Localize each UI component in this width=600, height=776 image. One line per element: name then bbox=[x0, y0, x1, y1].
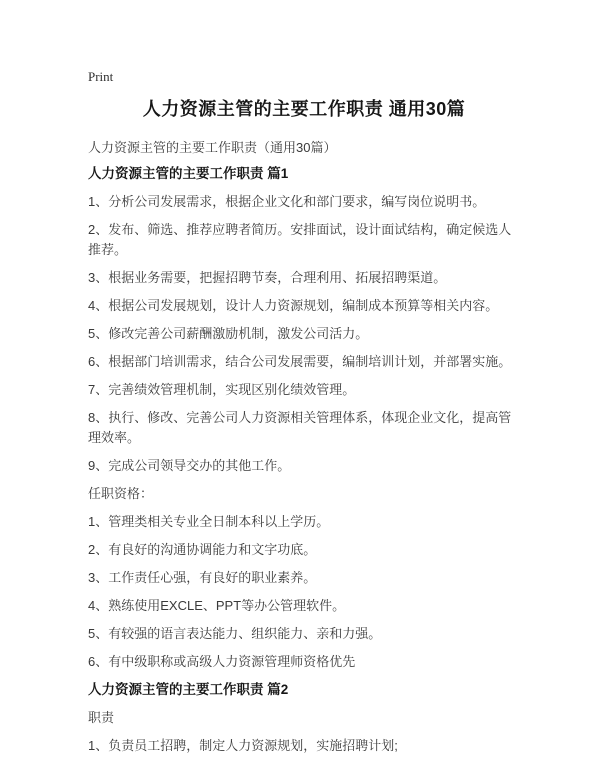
document-subtitle: 人力资源主管的主要工作职责（通用30篇） bbox=[88, 140, 337, 155]
qualification-item: 2、有良好的沟通协调能力和文字功底。 bbox=[88, 542, 317, 557]
document-title: 人力资源主管的主要工作职责 通用30篇 bbox=[142, 99, 466, 119]
qualification-item: 6、有中级职称或高级人力资源管理师资格优先 bbox=[88, 654, 356, 669]
print-button[interactable]: Print bbox=[88, 69, 114, 84]
duty-item: 3、根据业务需要，把握招聘节奏，合理利用、拓展招聘渠道。 bbox=[88, 270, 447, 285]
qualification-item: 3、工作责任心强，有良好的职业素养。 bbox=[88, 570, 317, 585]
duty-item: 1、分析公司发展需求，根据企业文化和部门要求，编写岗位说明书。 bbox=[88, 194, 486, 209]
duties-label: 职责 bbox=[88, 710, 115, 725]
duty-item: 7、完善绩效管理机制，实现区别化绩效管理。 bbox=[88, 382, 356, 397]
qualification-item: 1、管理类相关专业全日制本科以上学历。 bbox=[88, 514, 330, 529]
section2-heading: 人力资源主管的主要工作职责 篇2 bbox=[88, 682, 289, 697]
qualifications-label: 任职资格： bbox=[88, 486, 154, 501]
duty-item: 1、负责员工招聘，制定人力资源规划，实施招聘计划; bbox=[88, 738, 398, 753]
section1-heading: 人力资源主管的主要工作职责 篇1 bbox=[88, 166, 289, 181]
duty-item: 6、根据部门培训需求，结合公司发展需要，编制培训计划，并部署实施。 bbox=[88, 354, 512, 369]
duty-item: 2、发布、筛选、推荐应聘者简历。安排面试，设计面试结构，确定候选人推荐。 bbox=[88, 222, 512, 257]
qualification-item: 4、熟练使用EXCLE、PPT等办公管理软件。 bbox=[88, 598, 346, 613]
duty-item: 9、完成公司领导交办的其他工作。 bbox=[88, 458, 291, 473]
duty-item: 4、根据公司发展规划，设计人力资源规划，编制成本预算等相关内容。 bbox=[88, 298, 499, 313]
duty-item: 8、执行、修改、完善公司人力资源相关管理体系，体现企业文化，提高管理效率。 bbox=[88, 410, 512, 445]
duty-item: 5、修改完善公司薪酬激励机制，激发公司活力。 bbox=[88, 326, 369, 341]
qualification-item: 5、有较强的语言表达能力、组织能力、亲和力强。 bbox=[88, 626, 382, 641]
